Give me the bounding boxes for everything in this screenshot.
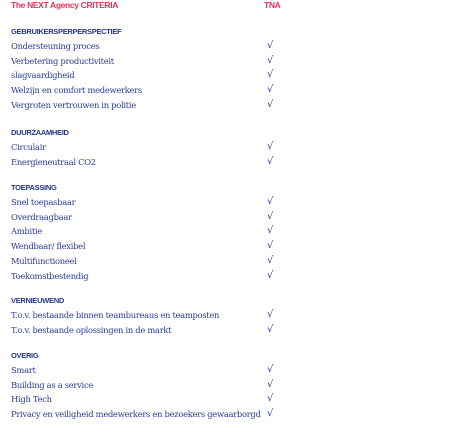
check-mark-icon: √ <box>267 155 274 167</box>
criterion-label: Privacy en veiligheid medewerkers en bezoekers gewaarborgd <box>11 409 261 420</box>
check-mark-icon: √ <box>267 240 274 252</box>
check-mark-icon: √ <box>267 254 274 266</box>
check-mark-icon: √ <box>267 378 274 390</box>
criteria-title: The NEXT Agency CRITERIA <box>11 0 118 10</box>
criterion-label: Toekomstbestendig <box>11 270 89 281</box>
check-mark-icon: √ <box>267 69 274 81</box>
criterion-label: slagvaardigheid <box>11 70 75 81</box>
check-mark-icon: √ <box>267 323 274 335</box>
criterion-label: Overdraagbaar <box>11 211 72 222</box>
check-mark-icon: √ <box>267 84 274 96</box>
check-mark-icon: √ <box>267 141 274 152</box>
criterion-label: Smart <box>11 365 36 375</box>
criterion-label: Wendbaar/ flexibel <box>11 241 86 252</box>
criterion-label: Snel toepasbaar <box>11 197 76 207</box>
check-mark-icon: √ <box>267 364 274 375</box>
section-heading: OVERIG <box>11 351 39 360</box>
check-mark-icon: √ <box>267 54 274 66</box>
check-mark-icon: √ <box>267 210 274 222</box>
criterion-label: High Tech <box>11 394 52 405</box>
check-mark-icon: √ <box>267 269 274 281</box>
check-mark-icon: √ <box>267 408 274 420</box>
criterion-label: Welzijn en comfort medewerkers <box>11 85 142 96</box>
criterion-label: Ambitie <box>11 226 42 237</box>
section-heading: VERNIEUWEND <box>11 296 64 305</box>
criterion-label: Verbetering productiviteit <box>11 55 114 66</box>
check-mark-icon: √ <box>267 309 274 320</box>
criterion-label: Vergroten vertrouwen in politie <box>11 99 136 110</box>
section-heading: DUURZAAMHEID <box>11 128 69 137</box>
criterion-label: T.o.v. bestaande oplossingen in de markt <box>11 324 172 335</box>
criterion-label: Ondersteuning proces <box>11 41 100 51</box>
criterion-label: Multifunctioneel <box>11 255 77 266</box>
criterion-label: T.o.v. bestaande binnen teambureaus en teamposten <box>11 310 220 320</box>
check-mark-icon: √ <box>267 40 274 51</box>
section-heading: TOEPASSING <box>11 183 57 192</box>
check-mark-icon: √ <box>267 196 274 207</box>
criterion-label: Building as a service <box>11 379 93 390</box>
check-mark-icon: √ <box>267 225 274 237</box>
tna-column-header: TNA <box>264 0 281 10</box>
criterion-label: Energieneutraal CO2 <box>11 156 96 167</box>
check-mark-icon: √ <box>267 393 274 405</box>
section-heading: GEBRUIKERSPERPERSPECTIEF <box>11 27 122 36</box>
criterion-label: Circulair <box>11 142 46 152</box>
check-mark-icon: √ <box>267 98 274 110</box>
